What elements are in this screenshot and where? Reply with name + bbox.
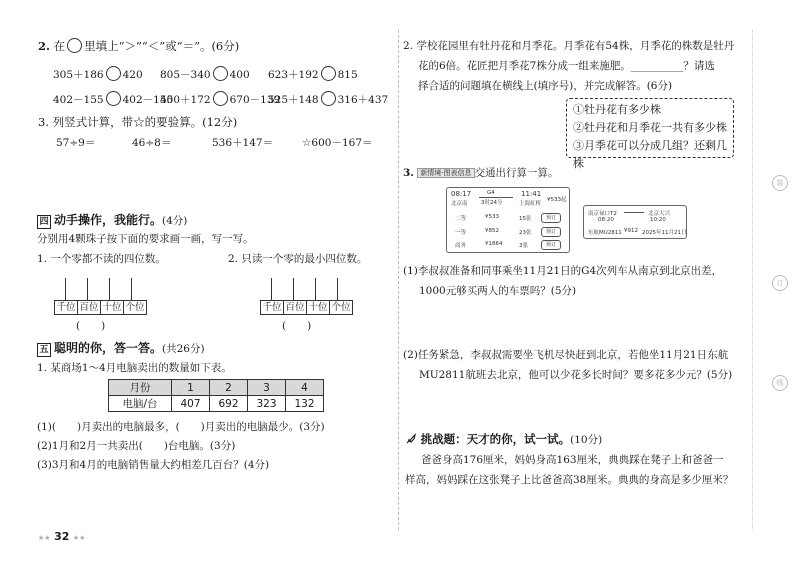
train-arrow <box>479 197 513 198</box>
table-row-label: 电脑/台 <box>109 396 172 412</box>
section-4-desc: 分别用4颗珠子按下面的要求画一画，写一写。 <box>37 233 254 245</box>
flight-price: ¥912 <box>624 228 638 234</box>
table-header-cell: 3 <box>248 380 286 396</box>
flight-to: 北京大兴 <box>648 211 671 217</box>
compare-item-5: 450＋172 670－139 <box>160 91 280 107</box>
abacus-rod <box>131 278 132 300</box>
calc-item: ☆600－167＝ <box>302 137 373 149</box>
book-button[interactable]: 预订 <box>541 240 561 250</box>
table-header-cell: 4 <box>286 380 324 396</box>
column-divider <box>398 30 400 530</box>
abacus-rod <box>293 278 294 300</box>
table-cell: 692 <box>210 396 248 412</box>
challenge-line-2: 样高，妈妈踩在这张凳子上比爸爸高38厘米。典典的身高是多少厘米？ <box>405 474 734 486</box>
compare-circle[interactable] <box>321 91 336 106</box>
train-price-tag: ¥533起 <box>547 197 567 203</box>
table-cell: 407 <box>172 396 210 412</box>
table-header-cell: 1 <box>172 380 210 396</box>
compare-circle[interactable] <box>106 66 121 81</box>
flight-arr-time: 10:20 <box>650 217 666 223</box>
flight-arrow <box>624 212 644 213</box>
question-options-box <box>566 98 734 170</box>
abacus-base: 千位 百位 十位 个位 <box>54 300 147 315</box>
compare-item-2: 805－340 400 <box>160 66 250 82</box>
train-depart-station: 北京南 <box>451 201 468 207</box>
rocket-icon <box>405 433 417 445</box>
flight-date: 2025年11月21日 <box>642 230 687 236</box>
book-button[interactable]: 预订 <box>541 227 561 237</box>
sales-sub-1: (1)( )月卖出的电脑最多，( )月卖出的电脑最少。(3分) <box>37 421 325 433</box>
train-duration: 3时24分 <box>481 200 503 206</box>
flower-q-line-1: 2. 学校花园里有牡丹花和月季花。月季花有54株，月季花的株数是牡丹 <box>403 40 735 52</box>
traffic-sub1-line-1: (1)李叔叔准备和同事乘坐11月21日的G4次列车从南京到北京出差， <box>403 265 723 277</box>
train-arrive-station: 上海虹桥 <box>519 201 542 207</box>
compare-item-4: 402－155 402－150 <box>53 91 173 107</box>
abacus-rod <box>271 278 272 300</box>
page-number: 32 <box>54 530 70 543</box>
new-scenario-tag: 新情境·图表信息 <box>417 168 474 178</box>
compare-circle[interactable] <box>213 91 228 106</box>
compare-circle[interactable] <box>106 91 121 106</box>
compare-item-1: 305＋186 420 <box>53 66 143 82</box>
binding-mark: 线 <box>772 375 788 391</box>
sales-sub-2: (2)1月和2月一共卖出( )台电脑。(3分) <box>37 440 236 452</box>
flower-q-line-2: 花的6倍。花匠把月季花7株分成一组来施肥。__________？请选 <box>418 60 715 72</box>
calc-item: 57÷9＝ <box>56 137 96 149</box>
calc-item: 46÷8＝ <box>132 137 172 149</box>
flight-ticket-panel <box>583 205 687 239</box>
section-5-header: 五 聪明的你，答一答。(共26分) <box>37 339 205 357</box>
train-number: G4 <box>487 190 495 196</box>
page-footer: ★★ 32 ★★ <box>38 530 86 543</box>
table-header-cell: 月份 <box>109 380 172 396</box>
option-2[interactable]: ②牡丹花和月季花一共有多少株 <box>573 121 727 134</box>
flight-number: 东航MU2811 <box>588 230 622 236</box>
sales-question: 1. 某商场1～4月电脑卖出的数量如下表。 <box>37 362 232 374</box>
q2-label: 2. <box>38 39 51 53</box>
flower-q-line-3: 择合适的问题填在横线上(填序号)，并完成解答。(6分) <box>418 80 673 92</box>
book-button[interactable]: 预订 <box>541 213 561 223</box>
abacus-rod <box>337 278 338 300</box>
abacus-rod <box>87 278 88 300</box>
compare-item-6: 525＋148 316＋437 <box>268 91 388 107</box>
option-3[interactable]: ③月季花可以分成几组？还剩几株 <box>573 139 727 170</box>
traffic-sub2-line-2: MU2811航班去北京，他可以少花多长时间？要多花多少元？(5分) <box>419 369 733 381</box>
calc-item: 536＋147＝ <box>212 137 274 149</box>
answer-blank[interactable]: ( ) <box>282 320 312 332</box>
abacus-q2: 2. 只读一个零的最小四位数。 <box>228 253 368 265</box>
sales-sub-3: (3)3月和4月的电脑销售量大约相差几百台？(4分) <box>37 459 270 471</box>
traffic-sub1-line-2: 1000元够买两人的车票吗？(5分) <box>419 285 577 297</box>
option-1[interactable]: ①牡丹花有多少株 <box>573 103 661 116</box>
table-cell: 132 <box>286 396 324 412</box>
compare-item-3: 623＋192 815 <box>268 66 358 82</box>
abacus-rod <box>65 278 66 300</box>
binding-line <box>752 30 753 530</box>
abacus-base: 千位 百位 十位 个位 <box>260 300 353 315</box>
q3-title: 3. 列竖式计算，带☆的要验算。(12分) <box>38 115 238 129</box>
flight-dep-time: 08:20 <box>598 217 614 223</box>
abacus-rod <box>109 278 110 300</box>
q2-instruction: 2. 在 里填上“＞”“＜”或“＝”。(6分) <box>38 39 240 53</box>
section-number-box: 五 <box>37 343 51 357</box>
compare-circle[interactable] <box>213 66 228 81</box>
compare-circle-sample <box>67 38 82 53</box>
traffic-q-header: 3. 新情境·图表信息 交通出行算一算。 <box>403 167 559 179</box>
challenge-line-1: 爸爸身高176厘米，妈妈身高163厘米，典典踩在凳子上和爸爸一 <box>421 454 724 466</box>
binding-mark: 订 <box>772 275 788 291</box>
train-depart-time: 08:17 <box>451 190 472 198</box>
train-arrive-time: 11:41 <box>521 190 542 198</box>
section-number-box: 四 <box>37 215 51 229</box>
section-4-header: 四 动手操作，我能行。(4分) <box>37 211 187 229</box>
sales-table <box>108 379 324 412</box>
train-ticket-panel: 08:17 北京南 G4 3时24分 11:41 上海虹桥 ¥533起 二等 ¥533 15张 预订 一等 ¥852 23张 预订 商务 ¥1864 3张 预订 <box>446 187 570 253</box>
table-cell: 323 <box>248 396 286 412</box>
compare-circle[interactable] <box>321 66 336 81</box>
abacus-rod <box>315 278 316 300</box>
flight-from: 南京禄口T2 <box>588 211 617 217</box>
binding-mark: 装 <box>772 175 788 191</box>
challenge-header: 挑战题：天才的你，试一试。(10分) <box>405 431 602 447</box>
answer-blank[interactable]: ( ) <box>76 320 106 332</box>
table-header-cell: 2 <box>210 380 248 396</box>
traffic-sub2-line-1: (2)任务紧急，李叔叔需要坐飞机尽快赶到北京，若他坐11月21日东航 <box>403 349 729 361</box>
abacus-q1: 1. 一个零都不读的四位数。 <box>37 253 166 265</box>
